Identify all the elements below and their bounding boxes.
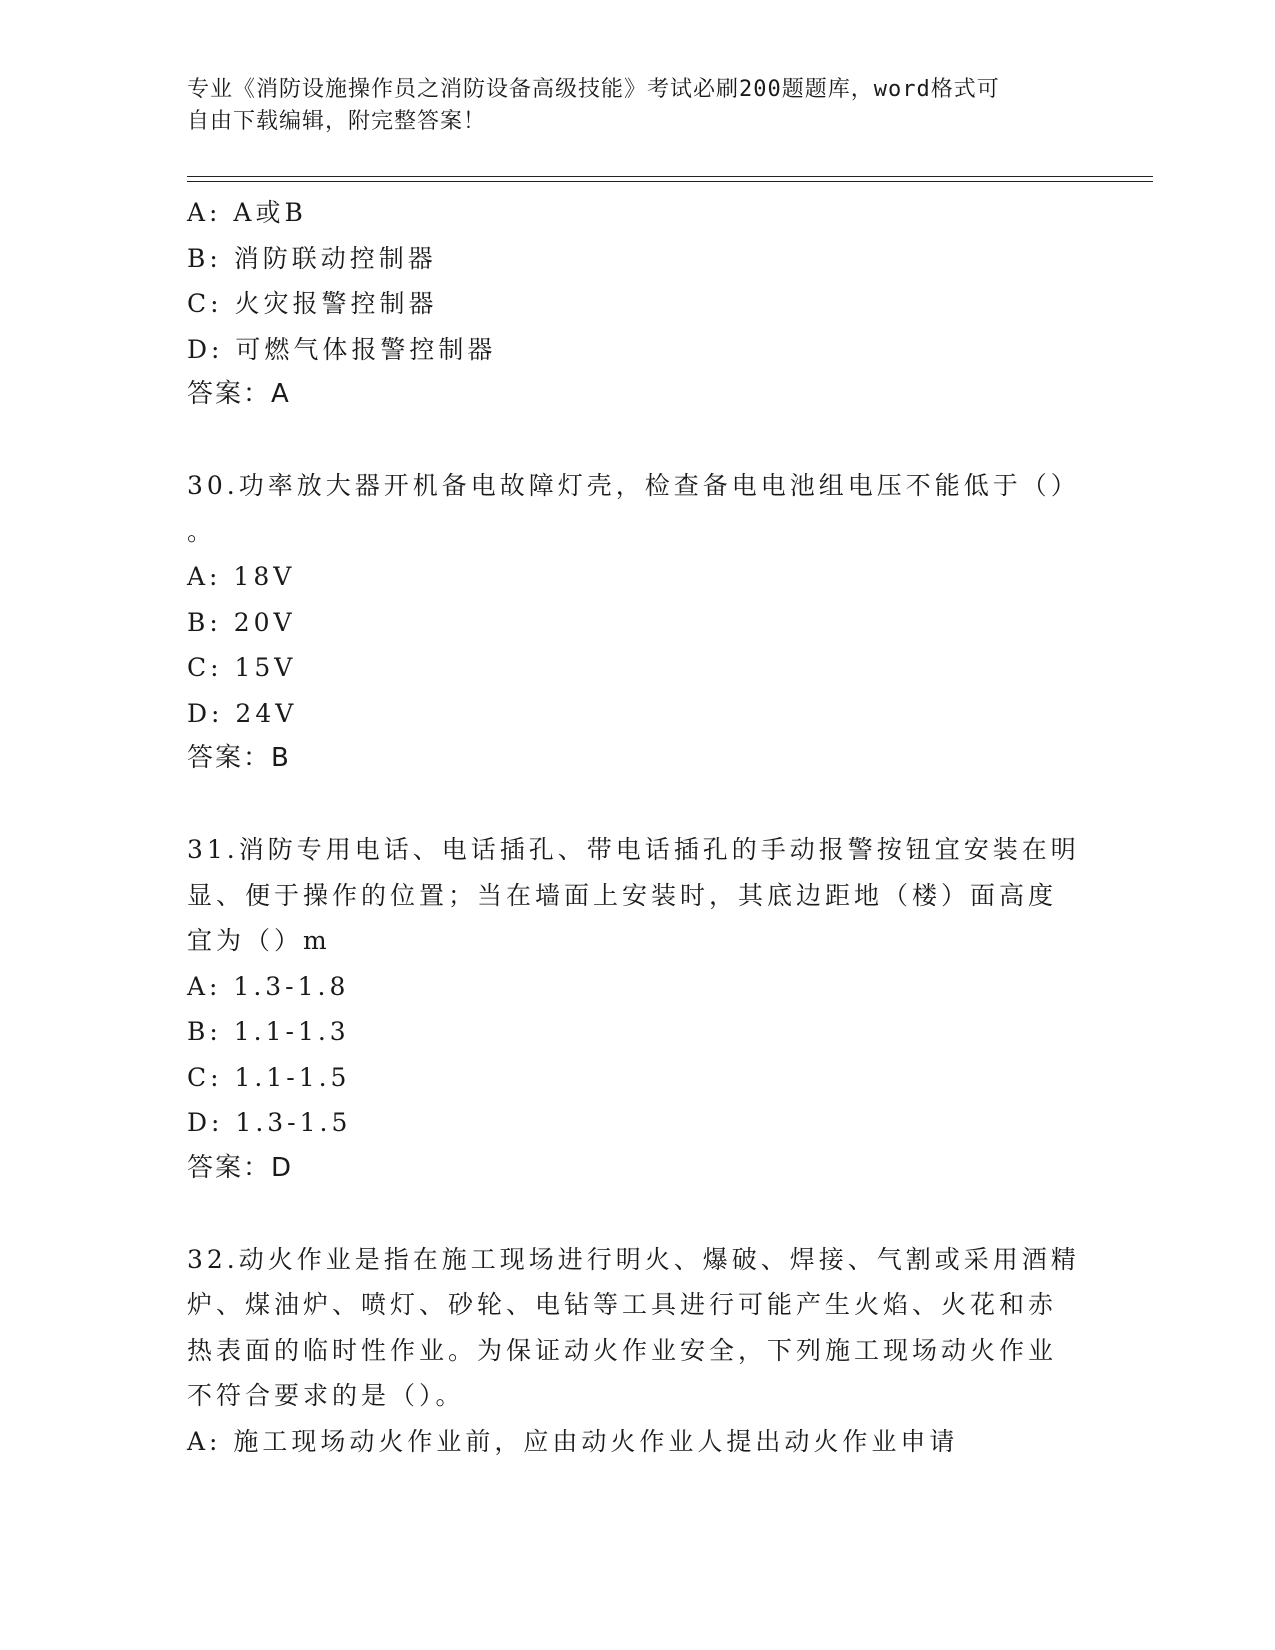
answer: 答案：D — [187, 1152, 294, 1183]
option-c: C: 1.1-1.5 — [187, 1062, 351, 1092]
option-d: D: 可燃气体报警控制器 — [187, 334, 497, 364]
answer: 答案：A — [187, 379, 291, 409]
header-rule-bottom — [187, 181, 1153, 182]
question-text-line: 炉、煤油炉、喷灯、砂轮、电钻等工具进行可能产生火焰、火花和赤 — [187, 1290, 1058, 1319]
spacer — [187, 782, 1087, 828]
question-text-line: 热表面的临时性作业。为保证动火作业安全，下列施工现场动火作业 — [187, 1335, 1058, 1365]
question-text-line: 32.动火作业是指在施工现场进行明火、爆破、焊接、气割或采用酒精 — [187, 1244, 1080, 1274]
question-list — [187, 190, 1087, 1464]
option-a: A: 施工现场动火作业前，应由动火作业人提出动火作业申请 — [187, 1426, 959, 1456]
answer: 答案：B — [187, 743, 291, 773]
option-a: A: A或B — [187, 198, 307, 227]
question-text-line: 宜为（）m — [187, 926, 331, 955]
header-line-1: 专业《消防设施操作员之消防设备高级技能》考试必刷200题题库，word格式可 — [187, 77, 1000, 102]
option-b: B: 消防联动控制器 — [187, 243, 437, 273]
question-32 — [187, 1237, 1087, 1465]
option-b: B: 20V — [187, 607, 296, 637]
option-a: A: 18V — [187, 562, 296, 591]
option-c: C: 15V — [187, 653, 297, 682]
document-header — [187, 74, 1067, 138]
question-text-line: 显、便于操作的位置；当在墙面上安装时，其底边距地（楼）面高度 — [187, 880, 1058, 910]
option-a: A: 1.3-1.8 — [187, 971, 350, 1001]
spacer — [187, 1191, 1087, 1237]
question-30 — [187, 463, 1087, 782]
question-text-line: 30.功率放大器开机备电故障灯壳，检查备电电池组电压不能低于（） — [187, 471, 1080, 500]
option-b: B: 1.1-1.3 — [187, 1017, 350, 1046]
question-31 — [187, 827, 1087, 1191]
question-text-line: 31.消防专用电话、电话插孔、带电话插孔的手动报警按钮宜安装在明 — [187, 835, 1080, 864]
header-rule-top — [187, 176, 1153, 177]
spacer — [187, 418, 1087, 464]
header-line-2: 自由下载编辑，附完整答案！ — [187, 109, 487, 134]
question-text-line: 。 — [187, 516, 217, 546]
option-d: D: 1.3-1.5 — [187, 1108, 352, 1137]
question-text-line: 不符合要求的是（）。 — [187, 1381, 465, 1410]
option-d: D: 24V — [187, 698, 298, 728]
question-29 — [187, 190, 1087, 418]
option-c: C: 火灾报警控制器 — [187, 289, 438, 318]
